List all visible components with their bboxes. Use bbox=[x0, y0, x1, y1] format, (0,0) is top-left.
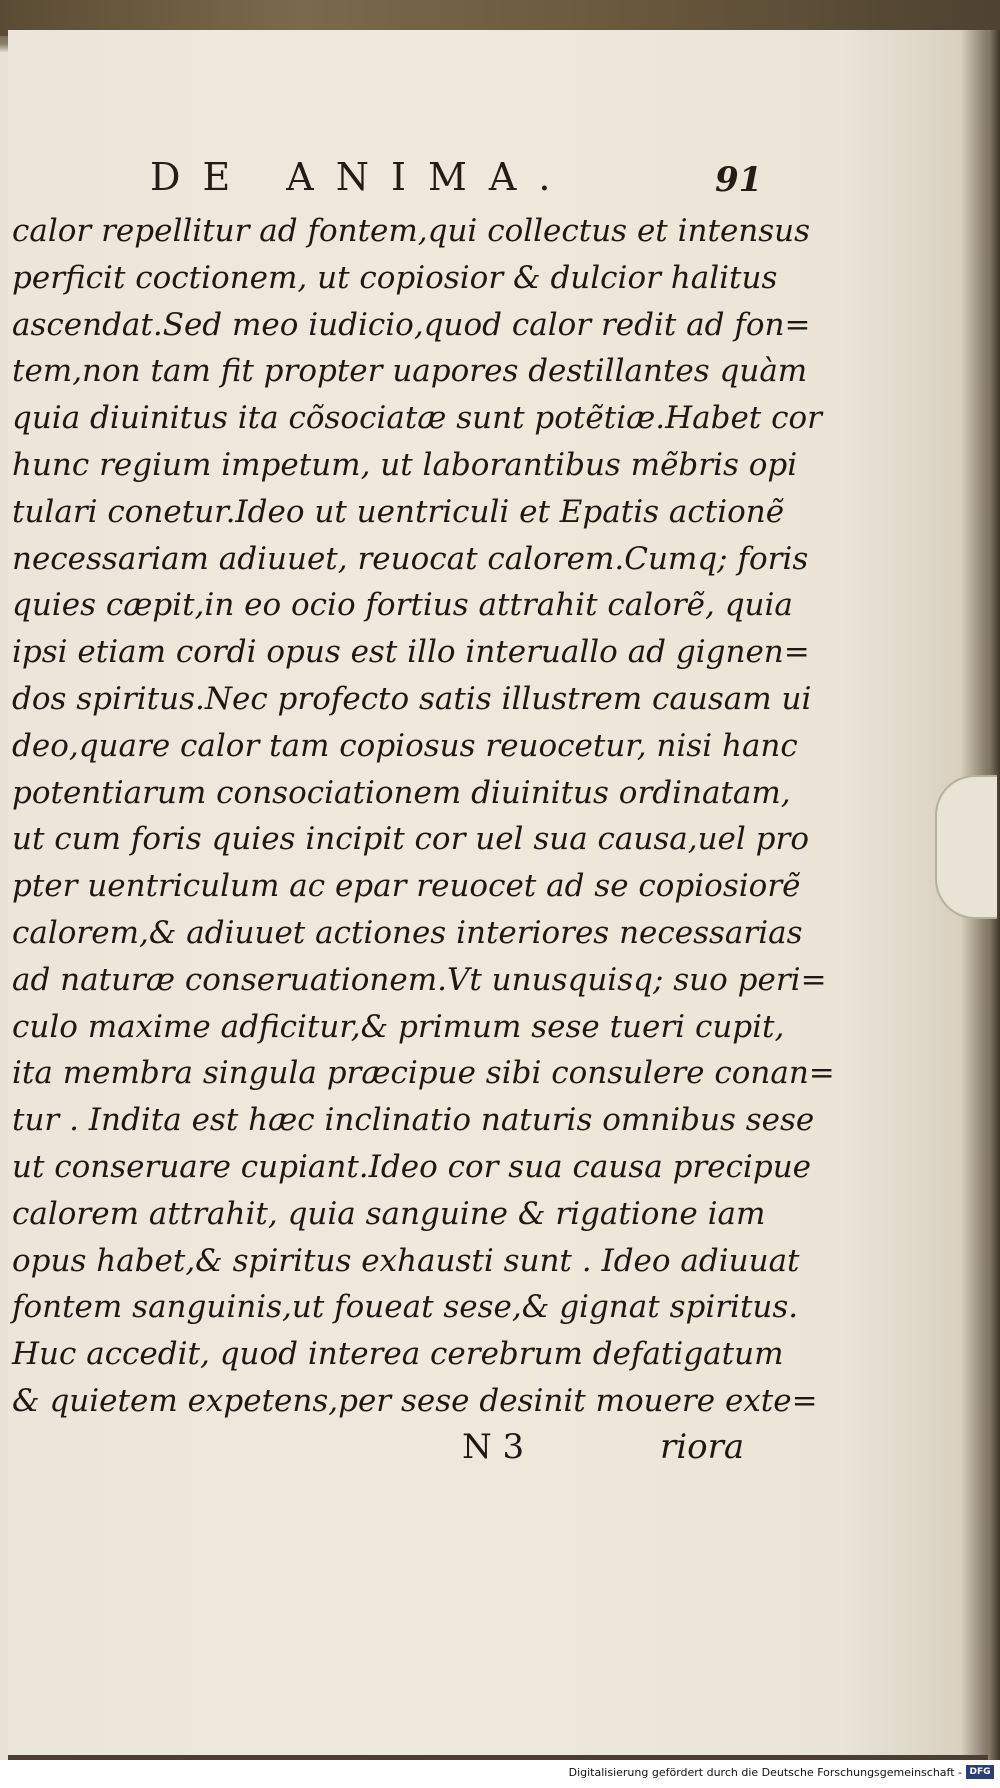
text-line: & quietem expetens,per sese desinit mouere exte= bbox=[12, 1382, 818, 1419]
text-line: ipsi etiam cordi opus est illo interuallo ad gignen= bbox=[12, 634, 810, 671]
text-line: pter uentriculum ac epar reuocet ad se copiosiorẽ bbox=[12, 868, 801, 905]
text-line: opus habet,& spiritus exhausti sunt . Ideo adiuuat bbox=[12, 1242, 800, 1279]
text-line: ut cum foris quies incipit cor uel sua causa,uel pro bbox=[12, 821, 809, 858]
folio-number: 91 bbox=[715, 160, 763, 200]
dfg-logo: DFG bbox=[966, 1765, 994, 1779]
text-line: fontem sanguinis,ut foueat sese,& gignat spiritus. bbox=[12, 1289, 799, 1326]
text-line: ut conseruare cupiant.Ideo cor sua causa precipue bbox=[12, 1148, 812, 1185]
text-line: perficit coctionem, ut copiosior & dulcior halitus bbox=[12, 259, 778, 296]
text-line: calorem,& adiuuet actiones interiores necessarias bbox=[12, 914, 803, 951]
text-line: quies cæpit,in eo ocio fortius attrahit calorẽ, quia bbox=[12, 587, 793, 624]
text-line: Huc accedit, quod interea cerebrum defatigatum bbox=[12, 1336, 784, 1373]
footer-bar bbox=[0, 1760, 1000, 1788]
text-line: quia diuinitus ita cõsociatæ sunt potẽtiæ.Habet cor bbox=[12, 400, 822, 437]
text-line: dos spiritus.Nec profecto satis illustrem causam ui bbox=[12, 680, 812, 717]
text-line: potentiarum consociationem diuinitus ordinatam, bbox=[12, 774, 791, 811]
funding-credit: Digitalisierung gefördert durch die Deutsche Forschungsgemeinschaft - bbox=[568, 1766, 962, 1779]
body-text bbox=[12, 208, 835, 1425]
text-line: necessariam adiuuet, reuocat calorem.Cumq; foris bbox=[12, 540, 809, 577]
page-tab-marker bbox=[935, 775, 997, 919]
text-line: calorem attrahit, quia sanguine & rigatione iam bbox=[12, 1195, 766, 1232]
text-line: ascendat.Sed meo iudicio,quod calor redit ad fon= bbox=[12, 306, 811, 343]
text-line: tem,non tam fit propter uapores destillantes quàm bbox=[12, 353, 808, 390]
text-line: hunc regium impetum, ut laborantibus mẽbris opi bbox=[12, 446, 798, 483]
text-line: tulari conetur.Ideo ut uentriculi et Epatis actionẽ bbox=[12, 493, 785, 530]
text-line: deo,quare calor tam copiosus reuocetur, nisi hanc bbox=[12, 727, 798, 764]
text-line: ad naturæ conseruationem.Vt unusquisq; suo peri= bbox=[12, 961, 827, 998]
running-title: DE ANIMA. bbox=[150, 155, 573, 199]
text-line: calor repellitur ad fontem,qui collectus et intensus bbox=[12, 213, 811, 249]
text-line: tur . Indita est hæc inclinatio naturis omnibus sese bbox=[12, 1102, 815, 1139]
text-line: ita membra singula præcipue sibi consulere conan= bbox=[12, 1055, 835, 1092]
signature-mark: N 3 bbox=[462, 1427, 525, 1467]
catchword: riora bbox=[660, 1427, 745, 1467]
text-line: culo maxime adficitur,& primum sese tueri cupit, bbox=[12, 1008, 785, 1045]
